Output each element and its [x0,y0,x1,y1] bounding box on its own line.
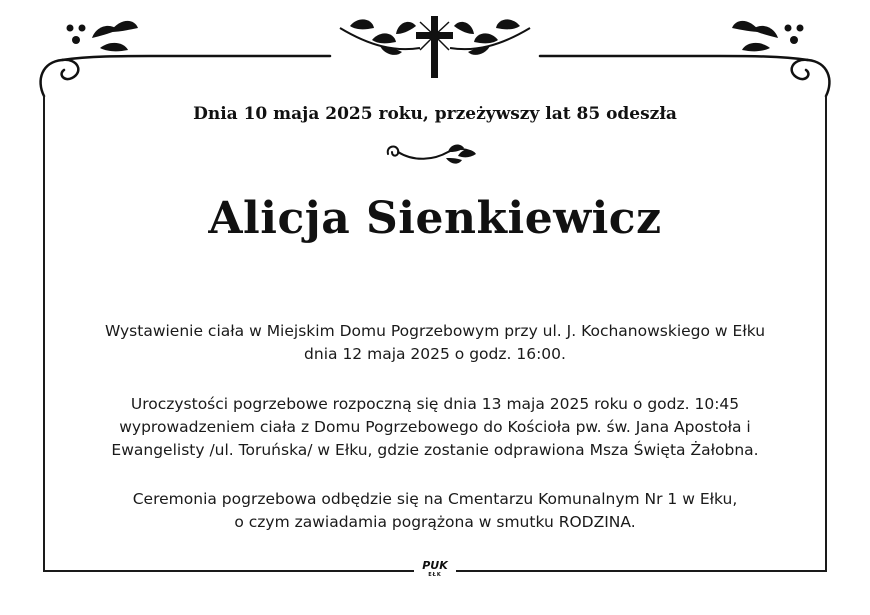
puk-logo [414,560,456,586]
death-date-header: Dnia 10 maja 2025 roku, przeżywszy lat 85 odeszła [193,104,677,124]
paragraph-line: Ceremonia pogrzebowa odbędzie się na Cmentarzu Komunalnym Nr 1 w Ełku, [132,490,738,508]
paragraph-line: wyprowadzeniem ciała z Domu Pogrzebowego do Kościoła pw. św. Jana Apostoła i [119,418,751,436]
cross-icon [416,16,453,78]
paragraph-line: dnia 12 maja 2025 o godz. 16:00. [304,345,566,363]
right-flower-icon [732,21,804,51]
paragraph-ceremony [40,393,830,462]
floral-ornament-icon [384,140,484,170]
paragraph-burial [40,488,830,534]
paragraph-line: Ewangelisty /ul. Toruńska/ w Ełku, gdzie zostanie odprawiona Msza Święta Żałobna. [111,441,759,459]
top-ornament [0,0,870,100]
paragraph-line: Wystawienie ciała w Miejskim Domu Pogrzebowym przy ul. J. Kochanowskiego w Ełku [104,322,766,340]
paragraph-line: o czym zawiadamia pogrążona w smutku RODZINA. [234,513,636,531]
logo-main-text: PUK [422,559,448,572]
logo-sub-text: EŁK [428,572,442,578]
paragraph-line: Uroczystości pogrzebowe rozpoczną się dnia 13 maja 2025 roku o godz. 10:45 [130,395,740,413]
deceased-name: Alicja Sienkiewicz [208,193,662,244]
left-flower-icon [67,21,139,51]
paragraph-viewing [40,320,830,366]
